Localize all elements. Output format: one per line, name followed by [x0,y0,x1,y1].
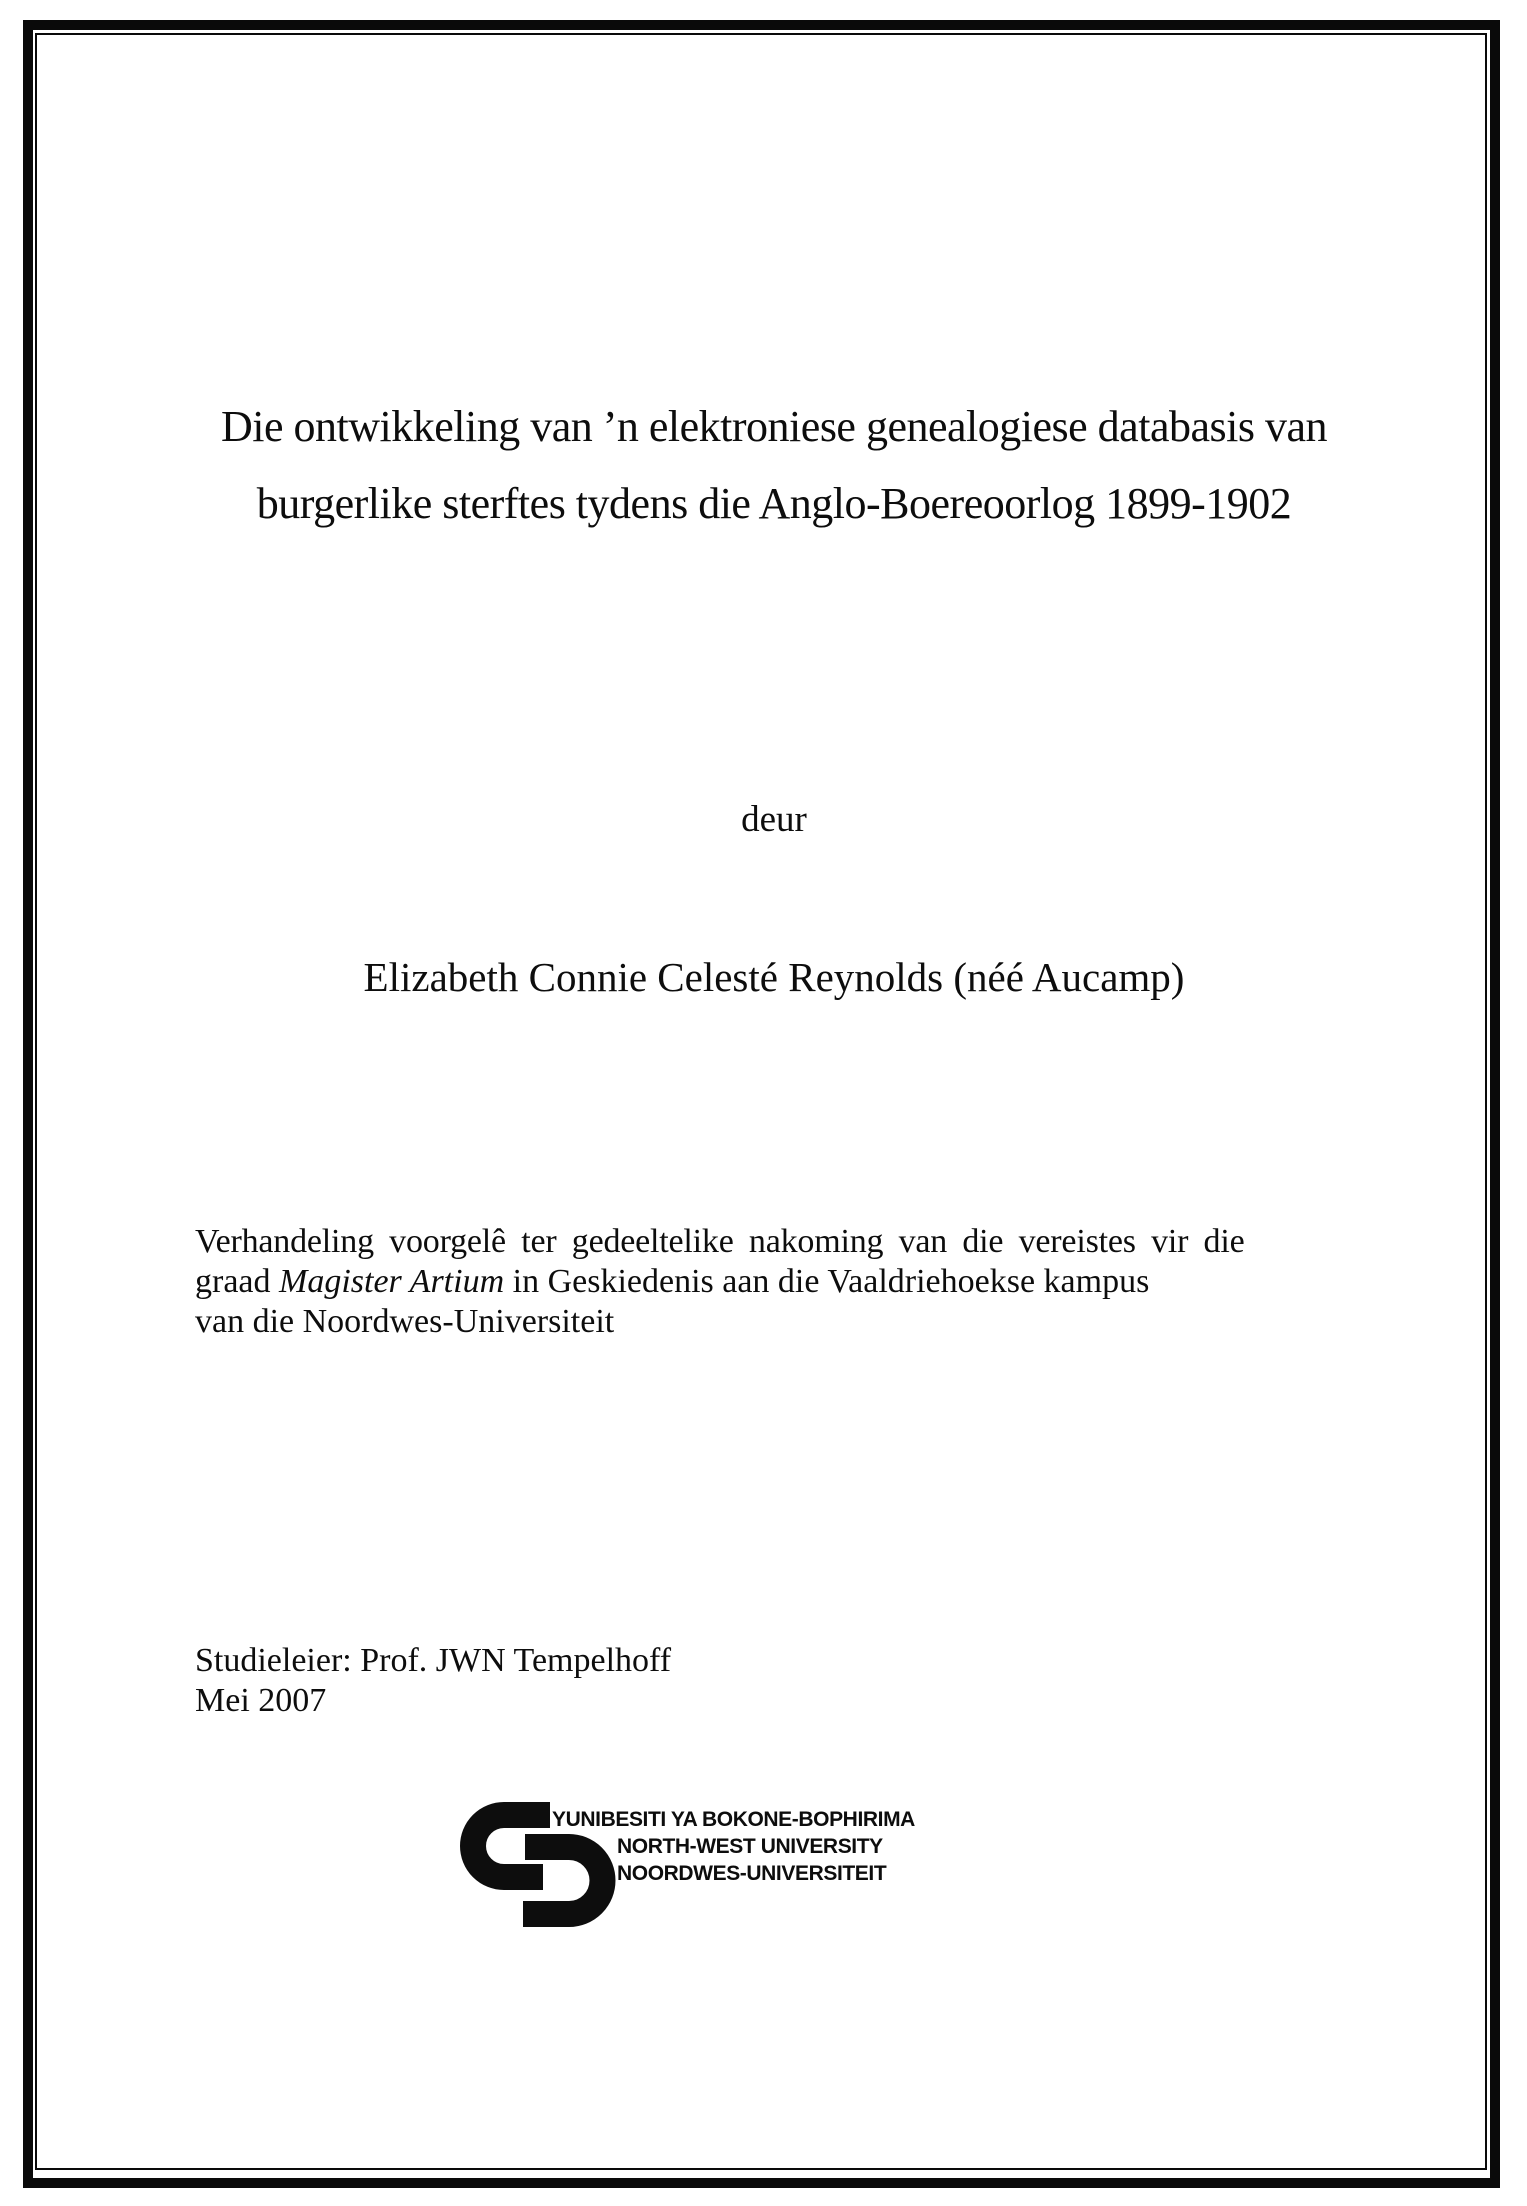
supervisor-line: Studieleier: Prof. JWN Tempelhoff [195,1642,672,1679]
title-line-1: Die ontwikkeling van ’n elektroniese genealogiese databasis van [220,402,1327,451]
supervisor-date-block [195,1641,1353,1721]
university-logo-block [460,1800,1160,1930]
thesis-title [195,388,1353,542]
university-name-english: NORTH-WEST UNIVERSITY [617,1835,883,1858]
title-line-2: burgerlike sterftes tydens die Anglo-Boereoorlog 1899-1902 [256,479,1292,528]
statement-line-2-prefix: graad [195,1263,280,1300]
submission-statement [195,1222,1353,1342]
byline-deur: deur [741,799,807,840]
degree-name-italic: Magister Artium [279,1263,505,1300]
statement-line-3: van die Noordwes-Universiteit [195,1303,615,1340]
university-name-afrikaans: NOORDWES-UNIVERSITEIT [617,1862,887,1885]
statement-line-2-suffix: in Geskiedenis aan die Vaaldriehoekse kampus [504,1263,1150,1300]
author-name: Elizabeth Connie Celesté Reynolds (néé Aucamp) [363,954,1185,1000]
statement-line-1: Verhandeling voorgelê ter gedeeltelike nakoming van die vereistes vir die [195,1223,1245,1260]
date-line: Mei 2007 [195,1682,327,1719]
university-name-setswana: YUNIBESITI YA BOKONE-BOPHIRIMA [552,1808,915,1831]
statement-line-2 [195,1262,1353,1302]
university-wordmark [552,1806,915,1887]
